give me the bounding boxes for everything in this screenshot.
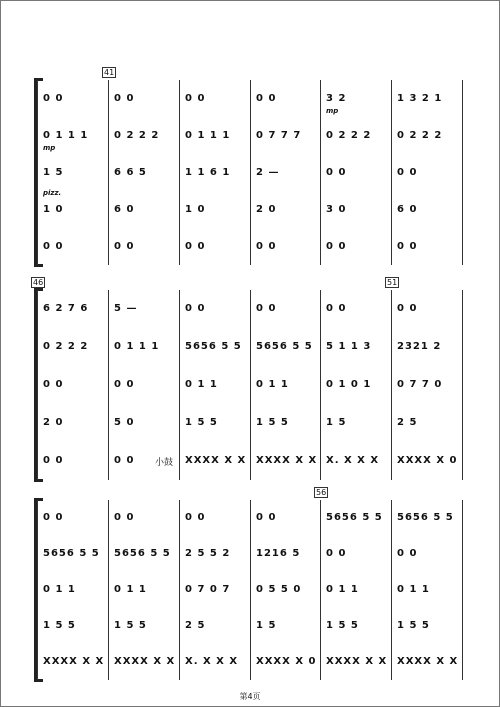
notation-cell: XXXX X 0 xyxy=(397,455,458,466)
page-number: 第4页 xyxy=(239,692,261,701)
notation-cell: XXXX X 0 xyxy=(256,656,317,667)
notation-cell: 1 5 5 xyxy=(43,620,76,631)
bracket-top xyxy=(34,498,43,501)
notation-cell: 2 0 xyxy=(43,417,64,428)
notation-cell: 5656 5 5 xyxy=(114,548,171,559)
notation-cell: 0 1 1 xyxy=(43,584,76,595)
notation-cell: 0 1 1 1 xyxy=(185,130,231,141)
barline xyxy=(391,500,392,680)
barline xyxy=(108,290,109,480)
notation-cell: 0 1 1 xyxy=(256,379,289,390)
notation-cell: 0 0 xyxy=(256,93,277,104)
notation-cell: 3 2 xyxy=(326,93,347,104)
notation-cell: 0 0 xyxy=(43,241,64,252)
barline xyxy=(179,500,180,680)
notation-cell: 0 2 2 2 xyxy=(114,130,160,141)
notation-cell: 6 6 5 xyxy=(114,167,147,178)
barline xyxy=(250,80,251,265)
notation-cell: 1 5 xyxy=(326,417,347,428)
notation-cell: 3 0 xyxy=(326,204,347,215)
pizz-marking: pizz. xyxy=(43,189,62,197)
notation-cell: 0 5 5 0 xyxy=(256,584,302,595)
notation-cell: 5656 5 5 xyxy=(43,548,100,559)
rehearsal-mark: 41 xyxy=(104,68,115,77)
barline xyxy=(37,500,38,680)
notation-cell: 0 0 xyxy=(185,303,206,314)
barline xyxy=(462,80,463,265)
dynamic-mp: mp xyxy=(326,107,339,115)
bracket-top xyxy=(34,288,43,291)
barline xyxy=(108,500,109,680)
rehearsal-mark: 51 xyxy=(387,278,398,287)
barline xyxy=(37,290,38,480)
notation-cell: 1 5 5 xyxy=(397,620,430,631)
barline xyxy=(391,290,392,480)
score-system-3 xyxy=(37,488,462,680)
notation-cell: 0 1 1 xyxy=(326,584,359,595)
notation-cell: 0 0 xyxy=(185,241,206,252)
notation-cell: 5 0 xyxy=(114,417,135,428)
notation-cell: 0 7 0 7 xyxy=(185,584,231,595)
instrument-label: 小鼓 xyxy=(155,458,174,468)
notation-cell: 6 0 xyxy=(114,204,135,215)
notation-cell: 0 0 xyxy=(114,379,135,390)
barline xyxy=(462,500,463,680)
bracket-top xyxy=(34,78,43,81)
notation-cell: 0 7 7 0 xyxy=(397,379,443,390)
notation-cell: 0 1 0 1 xyxy=(326,379,372,390)
barline xyxy=(179,290,180,480)
notation-cell: 5656 5 5 xyxy=(185,341,242,352)
notation-cell: 0 1 1 1 xyxy=(43,130,89,141)
notation-cell: 2 0 xyxy=(256,204,277,215)
notation-cell: 0 2 2 2 xyxy=(43,341,89,352)
bracket-bottom xyxy=(34,264,43,267)
barline xyxy=(250,500,251,680)
notation-cell: X. X X X xyxy=(326,455,380,466)
barline xyxy=(108,80,109,265)
notation-cell: XXXX X X xyxy=(326,656,388,667)
notation-cell: XXXX X X xyxy=(185,455,247,466)
notation-cell: 0 0 xyxy=(397,303,418,314)
notation-cell: XXXX X X xyxy=(43,656,105,667)
barline xyxy=(320,80,321,265)
score-system-2 xyxy=(33,278,462,480)
notation-cell: 0 0 xyxy=(397,241,418,252)
notation-cell: 0 0 xyxy=(185,512,206,523)
notation-cell: 5656 5 5 xyxy=(326,512,383,523)
notation-cell: 0 0 xyxy=(114,512,135,523)
score-system-1 xyxy=(37,68,462,265)
barline xyxy=(250,290,251,480)
notation-cell: 5 1 1 3 xyxy=(326,341,372,352)
notation-cell: 1 5 5 xyxy=(256,417,289,428)
notation-cell: 1 1 6 1 xyxy=(185,167,231,178)
barline xyxy=(391,80,392,265)
notation-cell: 0 0 xyxy=(114,93,135,104)
notation-cell: 6 2 7 6 xyxy=(43,303,89,314)
barline xyxy=(462,290,463,480)
notation-cell: 1 0 xyxy=(43,204,64,215)
notation-cell: 0 0 xyxy=(256,241,277,252)
notation-cell: X. X X X xyxy=(185,656,239,667)
notation-cell: XXXX X X xyxy=(397,656,459,667)
notation-cell: 0 0 xyxy=(326,167,347,178)
notation-cell: 0 0 xyxy=(114,241,135,252)
barline xyxy=(37,80,38,265)
notation-cell: 1 5 5 xyxy=(185,417,218,428)
bracket-bottom xyxy=(34,679,43,682)
notation-cell: 0 0 xyxy=(326,548,347,559)
notation-cell: 2 5 xyxy=(185,620,206,631)
notation-cell: 0 0 xyxy=(326,241,347,252)
notation-cell: 5656 5 5 xyxy=(256,341,313,352)
notation-cell: 1 5 5 xyxy=(114,620,147,631)
notation-cell: 0 2 2 2 xyxy=(326,130,372,141)
barline xyxy=(179,80,180,265)
notation-cell: 1 5 xyxy=(43,167,64,178)
notation-cell: 2 5 xyxy=(397,417,418,428)
notation-cell: 0 1 1 1 xyxy=(114,341,160,352)
notation-cell: 0 0 xyxy=(43,93,64,104)
rehearsal-mark: 56 xyxy=(316,488,327,497)
rehearsal-mark: 46 xyxy=(33,278,44,287)
bracket-bottom xyxy=(34,479,43,482)
notation-cell: 0 7 7 7 xyxy=(256,130,302,141)
notation-cell: XXXX X X xyxy=(114,656,176,667)
notation-cell: 0 0 xyxy=(185,93,206,104)
notation-cell: 2 — xyxy=(256,167,280,178)
notation-cell: 0 2 2 2 xyxy=(397,130,443,141)
notation-cell: 0 0 xyxy=(256,303,277,314)
notation-cell: 6 0 xyxy=(397,204,418,215)
notation-cell: 1 3 2 1 xyxy=(397,93,443,104)
dynamic-mp: mp xyxy=(43,144,56,152)
notation-cell: 0 0 xyxy=(397,167,418,178)
notation-cell: 0 1 1 xyxy=(185,379,218,390)
notation-cell: 0 0 xyxy=(256,512,277,523)
notation-cell: XXXX X X xyxy=(256,455,318,466)
notation-cell: 0 0 xyxy=(43,455,64,466)
barline xyxy=(320,500,321,680)
barline xyxy=(320,290,321,480)
notation-cell: 0 1 1 xyxy=(397,584,430,595)
notation-cell: 2321 2 xyxy=(397,341,442,352)
notation-cell: 0 0 xyxy=(397,548,418,559)
notation-cell: 1 5 5 xyxy=(326,620,359,631)
notation-cell: 0 1 1 xyxy=(114,584,147,595)
notation-cell: 5656 5 5 xyxy=(397,512,454,523)
notation-cell: 0 0 xyxy=(326,303,347,314)
notation-cell: 0 0 xyxy=(114,455,135,466)
notation-cell: 2 5 5 2 xyxy=(185,548,231,559)
notation-cell: 0 0 xyxy=(43,379,64,390)
notation-cell: 5 — xyxy=(114,303,138,314)
notation-cell: 1 0 xyxy=(185,204,206,215)
notation-cell: 0 0 xyxy=(43,512,64,523)
notation-cell: 1216 5 xyxy=(256,548,301,559)
notation-cell: 1 5 xyxy=(256,620,277,631)
